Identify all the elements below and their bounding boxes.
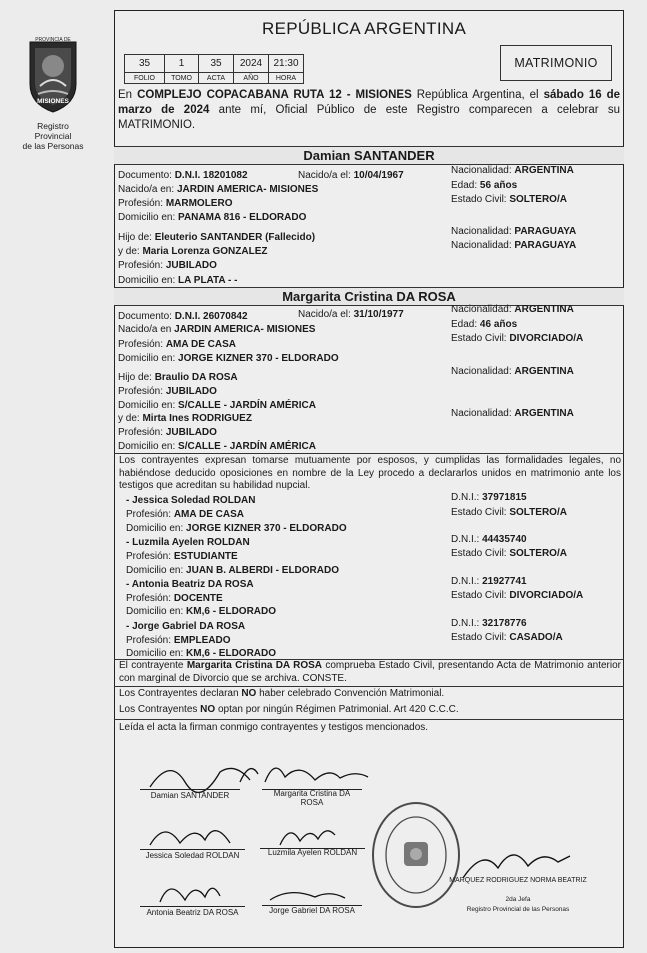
- witness-1-address: Domicilio en: JORGE KIZNER 370 - ELDORADO: [126, 523, 347, 534]
- groom-civil-status: Estado Civil: SOLTERO/A: [451, 194, 567, 205]
- intro-rest: ante mí, Oficial Público de este Registro comparecen a celebrar su MATRIMONIO.: [118, 104, 621, 131]
- document-title: REPÚBLICA ARGENTINA: [262, 19, 467, 38]
- tomo-label: TOMO: [165, 73, 199, 84]
- groom-father-nationality: Nacionalidad: PARAGUAYA: [451, 226, 577, 237]
- witness-4-civil: Estado Civil: CASADO/A: [451, 632, 563, 643]
- groom-birthdate: Nacido/a el: 10/04/1967: [298, 170, 404, 181]
- civil-status-note: El contrayente Margarita Cristina DA ROSA comprueba Estado Civil, presentando Acta de Matrimonio anterior con marginal de Divorcio que se archiva. CONSTE.: [119, 660, 622, 684]
- section-divider: [114, 686, 624, 687]
- bride-birthplace: Nacido/a en JARDIN AMERICA- MISIONES: [118, 324, 316, 335]
- groom-father: Hijo de: Eleuterio SANTANDER (Fallecido): [118, 232, 316, 243]
- hora-value: 21:30: [269, 55, 304, 73]
- misiones-seal-icon: [18, 34, 88, 114]
- convention-note: Los Contrayentes declaran NO haber celebrado Convención Matrimonial.: [119, 688, 445, 699]
- witness-2-signature-label: Luzmila Ayelen ROLDAN: [267, 848, 358, 857]
- bride-mother: y de: Mirta Ines RODRIGUEZ: [118, 413, 252, 424]
- officer-organization: Registro Provincial de las Personas: [466, 906, 570, 913]
- witness-3-civil: Estado Civil: DIVORCIADO/A: [451, 590, 584, 601]
- bride-name-bar: Margarita Cristina DA ROSA: [114, 287, 624, 306]
- witness-2-dni: D.N.I.: 44435740: [451, 534, 527, 545]
- bride-document: Documento: D.N.I. 26070842: [118, 311, 248, 322]
- witness-4-signature-label: Jorge Gabriel DA ROSA: [269, 906, 355, 915]
- groom-signature-line: [140, 789, 240, 790]
- witness-4-name: - Jorge Gabriel DA ROSA: [126, 621, 246, 632]
- groom-nationality: Nacionalidad: ARGENTINA: [451, 165, 574, 176]
- bride-birthdate: Nacido/a el: 31/10/1977: [298, 309, 404, 320]
- witness-3-signature-label: Antonia Beatriz DA ROSA: [146, 908, 239, 917]
- section-divider: [114, 719, 624, 720]
- witness-2-civil: Estado Civil: SOLTERO/A: [451, 548, 567, 559]
- groom-mother: y de: Maria Lorenza GONZALEZ: [118, 246, 268, 257]
- witness-1-profession: Profesión: AMA DE CASA: [126, 509, 244, 520]
- groom-parents-profession: Profesión: JUBILADO: [118, 260, 217, 271]
- anio-label: AÑO: [234, 73, 269, 84]
- intro-country: República Argentina, el: [416, 89, 539, 101]
- patrimonial-regime-note: Los Contrayentes NO optan por ningún Régimen Patrimonial. Art 420 C.C.C.: [119, 704, 459, 715]
- bride-father: Hijo de: Braulio DA ROSA: [118, 372, 238, 383]
- logo-top-text: PROVINCIA DE: [35, 37, 71, 43]
- witness-3-signature-line: [140, 906, 245, 907]
- declaration-paragraph: Los contrayentes expresan tomarse mutuamente por esposos, y cumplidas las formalidades legales, no habiéndose deducido oposiciones en nombre de la Ley procedo a declararlos unidos en matrimonio ante los testigos que acreditan su habilidad nupcial.: [119, 455, 621, 492]
- bride-civil-status: Estado Civil: DIVORCIADO/A: [451, 333, 584, 344]
- registry-name-line-1: Registro Provincial: [34, 121, 72, 141]
- groom-profession: Profesión: MARMOLERO: [118, 198, 233, 209]
- bride-signature-label: Margarita Cristina DA ROSA: [273, 789, 351, 807]
- acta-label: ACTA: [199, 73, 234, 84]
- intro-en: En: [118, 89, 133, 101]
- bride-nationality: Nacionalidad: ARGENTINA: [451, 304, 574, 315]
- document-type-box: MATRIMONIO: [500, 45, 612, 81]
- bride-mother-address: Domicilio en: S/CALLE - JARDÍN AMÉRICA: [118, 441, 316, 452]
- groom-mother-nationality: Nacionalidad: PARAGUAYA: [451, 240, 577, 251]
- registry-logo: [18, 34, 88, 151]
- witness-1-name: - Jessica Soledad ROLDAN: [126, 495, 256, 506]
- groom-birthplace: Nacido/a en: JARDIN AMERICA- MISIONES: [118, 184, 319, 195]
- groom-signature-label: Damian SANTANDER: [150, 791, 230, 800]
- officer-name: MARQUEZ RODRIGUEZ NORMA BEATRIZ: [449, 877, 587, 884]
- groom-document: Documento: D.N.I. 18201082: [118, 170, 248, 181]
- groom-name-bar: Damian SANTANDER: [114, 146, 624, 165]
- intro-date: sábado 16 de marzo de 2024: [118, 89, 620, 116]
- bride-address: Domicilio en: JORGE KIZNER 370 - ELDORADO: [118, 353, 339, 364]
- record-data-table: [124, 54, 304, 84]
- witness-3-dni: D.N.I.: 21927741: [451, 576, 527, 587]
- intro-paragraph: [118, 88, 620, 133]
- official-seal-icon: [370, 800, 462, 910]
- witness-2-address: Domicilio en: JUAN B. ALBERDI - ELDORADO: [126, 565, 339, 576]
- bride-profession: Profesión: AMA DE CASA: [118, 339, 236, 350]
- acta-value: 35: [199, 55, 234, 73]
- bride-mother-profession: Profesión: JUBILADO: [118, 427, 217, 438]
- registry-name-line-2: de las Personas: [22, 141, 84, 151]
- closing-text: Leída el acta la firman conmigo contrayentes y testigos mencionados.: [119, 722, 429, 733]
- witness-3-profession: Profesión: DOCENTE: [126, 593, 223, 604]
- folio-label: FOLIO: [125, 73, 165, 84]
- witness-3-name: - Antonia Beatriz DA ROSA: [126, 579, 254, 590]
- witness-2-name: - Luzmila Ayelen ROLDAN: [126, 537, 250, 548]
- tomo-value: 1: [165, 55, 199, 73]
- witness-1-dni: D.N.I.: 37971815: [451, 492, 527, 503]
- section-divider: [114, 453, 624, 454]
- witness-3-address: Domicilio en: KM,6 - ELDORADO: [126, 606, 277, 617]
- bride-father-address: Domicilio en: S/CALLE - JARDÍN AMÉRICA: [118, 400, 316, 411]
- hora-label: HORA: [269, 73, 304, 84]
- groom-parents-address: Domicilio en: LA PLATA - -: [118, 275, 238, 286]
- folio-value: 35: [125, 55, 165, 73]
- groom-age: Edad: 56 años: [451, 180, 518, 191]
- bride-age: Edad: 46 años: [451, 319, 518, 330]
- logo-bottom-text: MISIONES: [37, 98, 69, 105]
- bride-father-profession: Profesión: JUBILADO: [118, 386, 217, 397]
- witness-4-dni: D.N.I.: 32178776: [451, 618, 527, 629]
- anio-value: 2024: [234, 55, 269, 73]
- intro-place: COMPLEJO COPACABANA RUTA 12 - MISIONES: [137, 89, 412, 101]
- bride-father-nationality: Nacionalidad: ARGENTINA: [451, 366, 574, 377]
- witness-1-civil: Estado Civil: SOLTERO/A: [451, 507, 567, 518]
- witness-4-address: Domicilio en: KM,6 - ELDORADO: [126, 648, 277, 659]
- witness-1-signature-label: Jessica Soledad ROLDAN: [145, 851, 240, 860]
- groom-address: Domicilio en: PANAMA 816 - ELDORADO: [118, 212, 307, 223]
- witness-4-profession: Profesión: EMPLEADO: [126, 635, 231, 646]
- witness-1-signature-line: [140, 849, 245, 850]
- registry-name: [18, 121, 88, 151]
- officer-role: 2da Jefa: [505, 896, 531, 903]
- witness-2-profession: Profesión: ESTUDIANTE: [126, 551, 238, 562]
- bride-mother-nationality: Nacionalidad: ARGENTINA: [451, 408, 574, 419]
